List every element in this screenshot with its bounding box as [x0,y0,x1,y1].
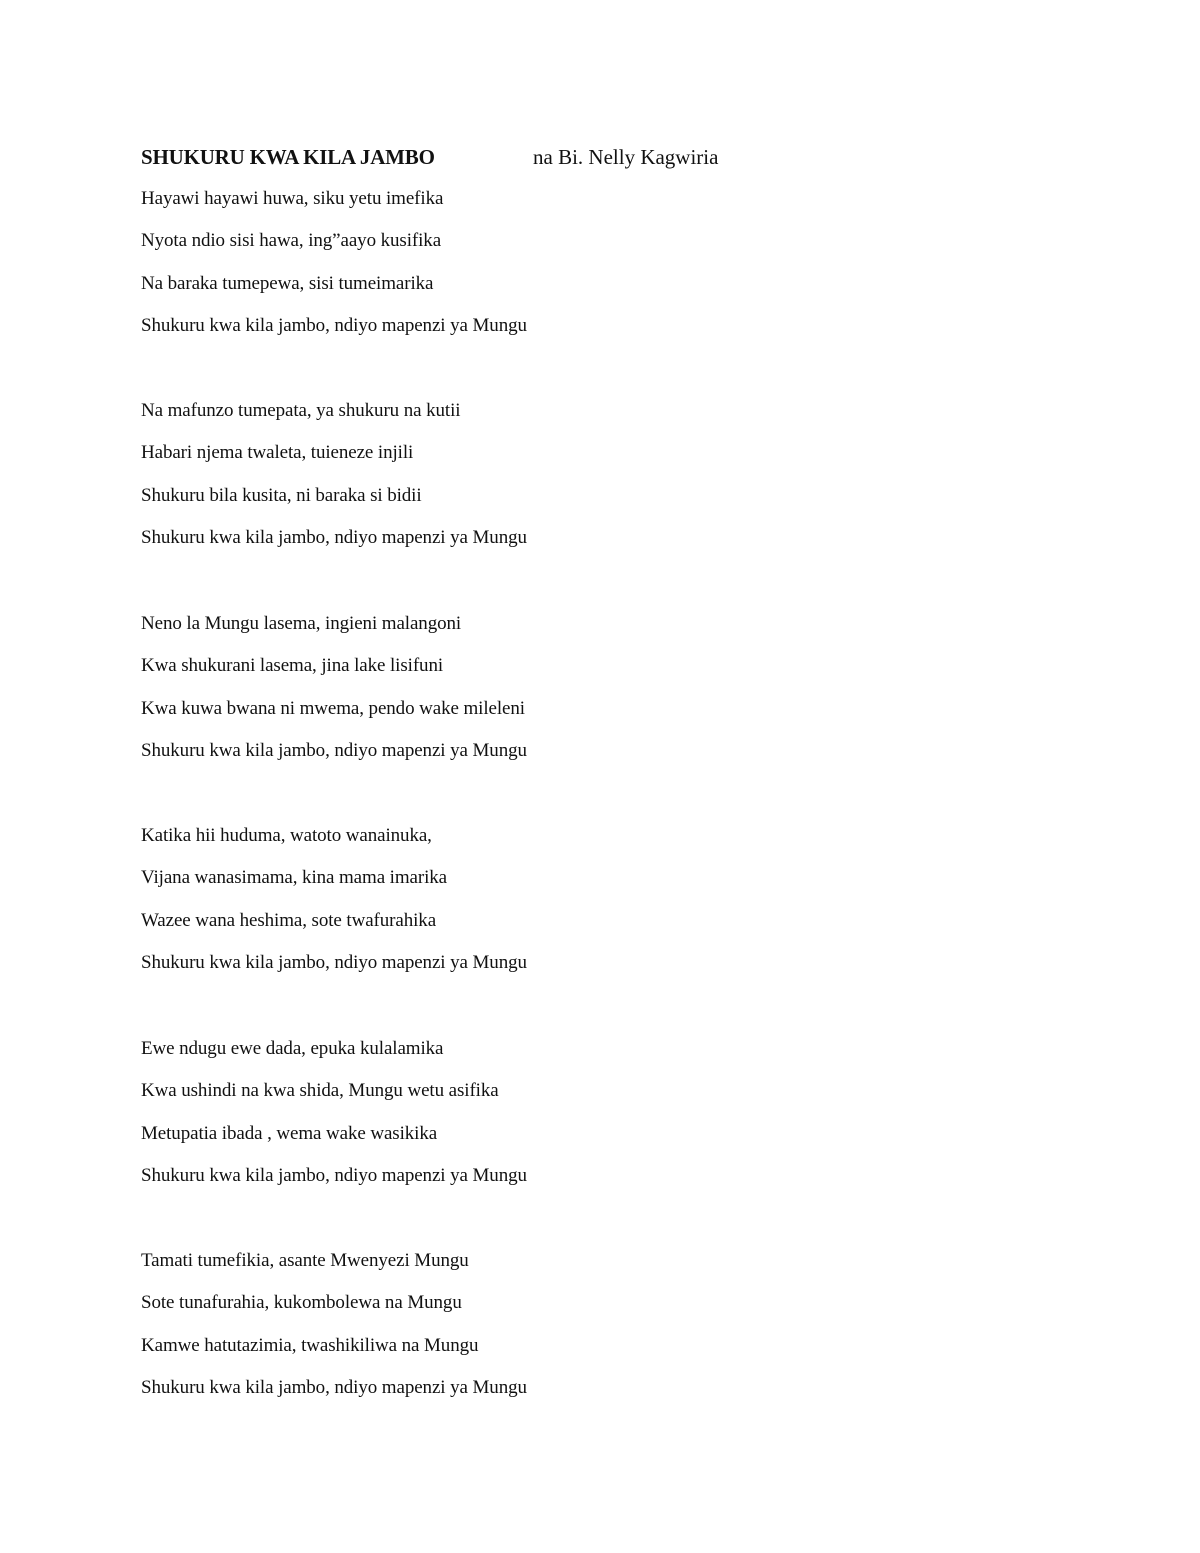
verse-line: Kwa kuwa bwana ni mwema, pendo wake mileleni [141,697,525,719]
verse-line: Vijana wanasimama, kina mama imarika [141,867,448,889]
verse-line: Na mafunzo tumepata, ya shukuru na kutii [141,400,461,421]
verse-line: Kwa shukurani lasema, jina lake lisifuni [141,655,444,677]
stanza-6 [141,1249,1041,1400]
stanza-5 [141,1037,1041,1188]
poem-title: SHUKURU KWA KILA JAMBO [141,145,435,169]
verse-line: Shukuru kwa kila jambo, ndiyo mapenzi ya Mungu [141,1377,527,1399]
verse-line: Hayawi hayawi huwa, siku yetu imefika [141,188,444,209]
verse-line: Shukuru kwa kila jambo, ndiyo mapenzi ya Mungu [141,1165,527,1187]
verse-line: Sote tunafurahia, kukombolewa na Mungu [141,1292,462,1314]
verse-line: Wazee wana heshima, sote twafurahika [141,909,437,931]
verse-line: Neno la Mungu lasema, ingieni malangoni [141,613,462,634]
verse-line: Tamati tumefikia, asante Mwenyezi Mungu [141,1250,469,1271]
verse-line: Shukuru bila kusita, ni baraka si bidii [141,484,422,506]
stanza-4 [141,824,1041,975]
poem-author: na Bi. Nelly Kagwiria [533,145,719,169]
verse-line: Habari njema twaleta, tuieneze injili [141,442,414,464]
stanza-1 [141,187,1041,338]
title-line [141,143,719,171]
verse-line: Nyota ndio sisi hawa, ing”aayo kusifika [141,230,442,252]
verse-line: Ewe ndugu ewe dada, epuka kulalamika [141,1038,444,1059]
verse-line: Kwa ushindi na kwa shida, Mungu wetu asifika [141,1080,499,1102]
verse-line: Katika hii huduma, watoto wanainuka, [141,825,432,846]
verse-line: Metupatia ibada , wema wake wasikika [141,1122,438,1144]
verse-line: Kamwe hatutazimia, twashikiliwa na Mungu [141,1334,479,1356]
stanza-3 [141,612,1041,763]
verse-line: Shukuru kwa kila jambo, ndiyo mapenzi ya Mungu [141,315,527,337]
verse-line: Na baraka tumepewa, sisi tumeimarika [141,272,434,294]
stanza-2 [141,399,1041,550]
verse-line: Shukuru kwa kila jambo, ndiyo mapenzi ya Mungu [141,527,527,549]
verse-line: Shukuru kwa kila jambo, ndiyo mapenzi ya Mungu [141,952,527,974]
verse-line: Shukuru kwa kila jambo, ndiyo mapenzi ya Mungu [141,740,527,762]
